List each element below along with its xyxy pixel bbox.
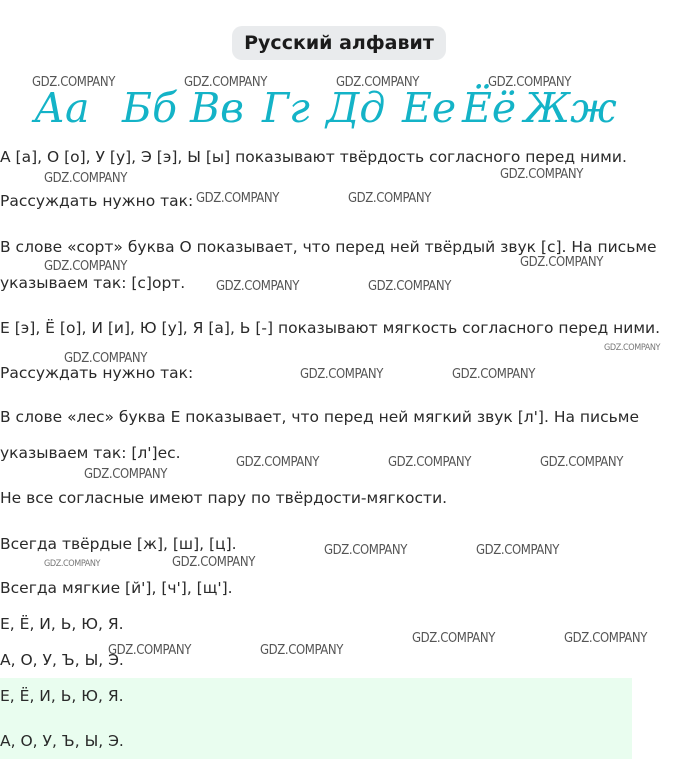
watermark: GDZ.COMPANY [184, 75, 267, 90]
watermark: GDZ.COMPANY [216, 279, 299, 294]
text-line: В слове «лес» буква Е показывает, что перед ней мягкий звук [л']. На письме [0, 408, 639, 426]
text-line: указываем так: [с]орт. [0, 274, 186, 292]
watermark: GDZ.COMPANY [324, 543, 407, 558]
cursive-letter: Ее [402, 84, 457, 132]
watermark: GDZ.COMPANY [348, 191, 431, 206]
watermark: GDZ.COMPANY [32, 75, 115, 90]
cursive-letter: Жж [524, 84, 617, 132]
watermark: GDZ.COMPANY [260, 643, 343, 658]
cursive-letter: Бб [122, 84, 178, 132]
cursive-letter: Ёё [462, 84, 517, 132]
watermark: GDZ.COMPANY [64, 351, 147, 366]
text-line: А [а], О [о], У [у], Э [э], Ы [ы] показывают твёрдость согласного перед ними. [0, 148, 627, 166]
cursive-letter: Аа [34, 84, 90, 132]
answer-line: А, О, У, Ъ, Ы, Э. [0, 732, 124, 750]
page-title: Русский алфавит [232, 26, 446, 60]
cursive-letter: Гг [262, 84, 310, 132]
watermark: GDZ.COMPANY [540, 455, 623, 470]
watermark: GDZ.COMPANY [476, 543, 559, 558]
watermark: GDZ.COMPANY [108, 643, 191, 658]
watermark: GDZ.COMPANY [520, 255, 603, 270]
text-line: Не все согласные имеют пару по твёрдости-мягкости. [0, 489, 448, 507]
text-line: В слове «сорт» буква О показывает, что перед ней твёрдый звук [с]. На письме [0, 238, 657, 256]
watermark: GDZ.COMPANY [368, 279, 451, 294]
answer-line: Е, Ё, И, Ь, Ю, Я. [0, 687, 124, 705]
watermark: GDZ.COMPANY [84, 467, 167, 482]
text-line: указываем так: [л']ес. [0, 444, 181, 462]
watermark: GDZ.COMPANY [44, 559, 101, 569]
watermark: GDZ.COMPANY [300, 367, 383, 382]
watermark: GDZ.COMPANY [388, 455, 471, 470]
cursive-letter: Вв [190, 84, 244, 132]
answer-box [0, 678, 632, 759]
text-line: Рассуждать нужно так: [0, 364, 194, 382]
text-line: Е, Ё, И, Ь, Ю, Я. [0, 615, 124, 633]
cursive-letter: Дд [326, 84, 386, 132]
watermark: GDZ.COMPANY [236, 455, 319, 470]
watermark: GDZ.COMPANY [412, 631, 495, 646]
watermark: GDZ.COMPANY [488, 75, 571, 90]
text-line: Рассуждать нужно так: [0, 192, 194, 210]
text-line: Всегда твёрдые [ж], [ш], [ц]. [0, 535, 237, 553]
watermark: GDZ.COMPANY [172, 555, 255, 570]
cursive-alphabet-row [0, 84, 680, 140]
text-line: Е [э], Ё [о], И [и], Ю [у], Я [а], Ь [-] показывают мягкость согласного перед ними. [0, 319, 661, 337]
watermark: GDZ.COMPANY [44, 171, 127, 186]
watermark: GDZ.COMPANY [564, 631, 647, 646]
watermark: GDZ.COMPANY [500, 167, 583, 182]
text-line: А, О, У, Ъ, Ы, Э. [0, 651, 124, 669]
watermark: GDZ.COMPANY [44, 259, 127, 274]
text-line: Всегда мягкие [й'], [ч'], [щ']. [0, 579, 233, 597]
watermark: GDZ.COMPANY [196, 191, 279, 206]
watermark: GDZ.COMPANY [604, 343, 661, 353]
watermark: GDZ.COMPANY [336, 75, 419, 90]
watermark: GDZ.COMPANY [452, 367, 535, 382]
